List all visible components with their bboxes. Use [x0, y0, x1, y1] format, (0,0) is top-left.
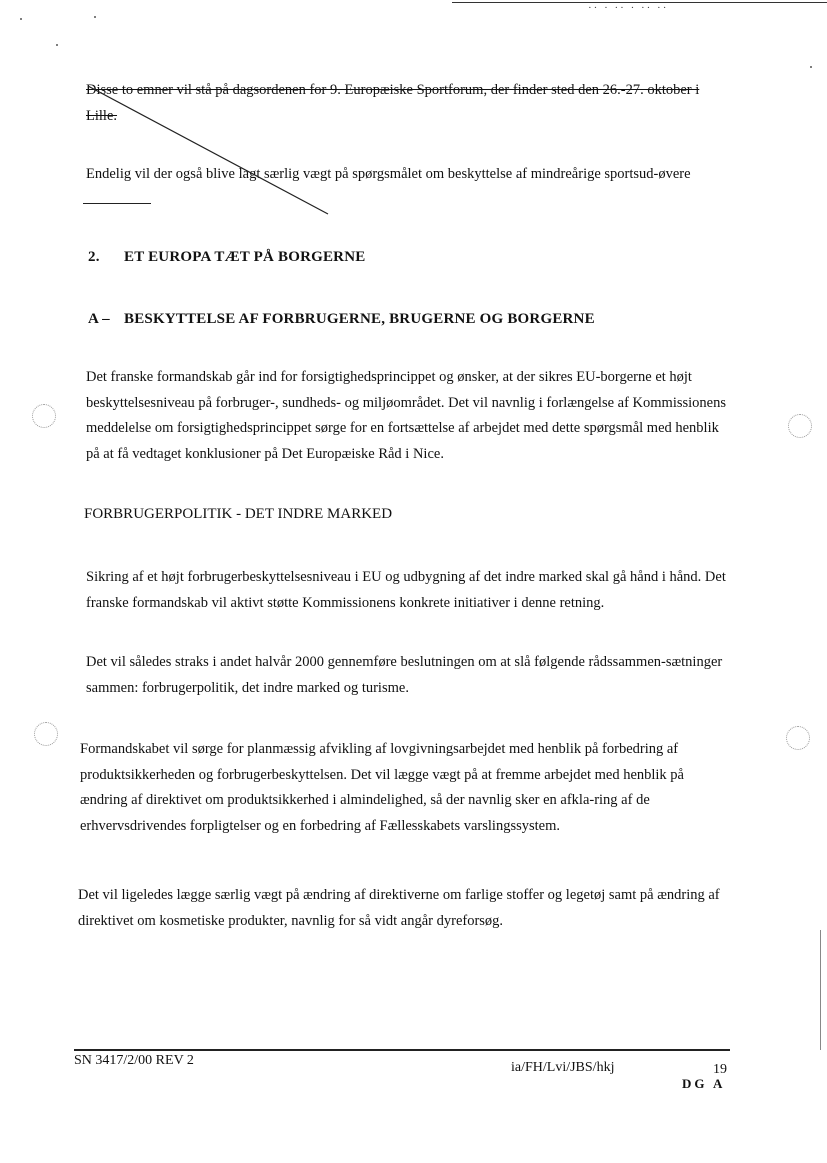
body-paragraph: Formandskabet vil sørge for planmæssig afvikling af lovgivningsarbejdet med henblik på forbedring af produktsikkerheden og forbrugerbeskyttelsen. Det vil lægge vægt på at fremme arbejdet med henblik på ændring af direktivet om produktsikkerhed i almindelighed, så der navnlig sker en afkla-ring af de erhvervsdrivendes forpligtelser og en forbedring af Fællesskabets varslingssystem. — [80, 741, 684, 834]
body-paragraph: Det franske formandskab går ind for forsigtighedsprincippet og ønsker, at der sikres EU-borgerne et højt beskyttelsesniveau på forbruger-, sundheds- og miljøområdet. Det vil navnlig i forlængelse af Kommissionens meddelelse om forsigtighedsprincippet sørge for en fortsættelse af arbejdet med dette spørgsmål med henblik på at få vedtaget konklusioner på Det Europæiske Råd i Nice. — [86, 369, 726, 462]
punch-hole-mark — [34, 722, 58, 746]
punch-hole-mark — [788, 414, 812, 438]
body-paragraph: Det vil således straks i andet halvår 2000 gennemføre beslutningen om at slå følgende rådssammen-sætninger sammen: forbrugerpolitik, det indre marked og turisme. — [86, 654, 723, 696]
deletion-slash-mark — [0, 0, 827, 260]
topic-heading: FORBRUGERPOLITIK - DET INDRE MARKED — [84, 506, 393, 522]
author-initials: ia/FH/Lvi/JBS/hkj — [511, 1060, 615, 1075]
body-paragraph: Sikring af et højt forbrugerbeskyttelsesniveau i EU og udbygning af det indre marked skal gå hånd i hånd. Det franske formandskab vil aktivt støtte Kommissionens konkrete initiativer i denne retning. — [86, 569, 726, 611]
scan-edge-line — [820, 930, 821, 1050]
struck-paragraph: Disse to emner vil stå på dagsordenen for 9. Europæiske Sportforum, der finder sted den 26.-27. oktober i Lille. — [86, 82, 700, 124]
subsection-title: BESKYTTELSE AF FORBRUGERNE, BRUGERNE OG BORGERNE — [124, 311, 595, 327]
page-number: 19 — [713, 1062, 727, 1077]
directorate-stamp: DG A — [682, 1076, 726, 1091]
subsection-label: A – — [88, 311, 110, 327]
intro-paragraph: Endelig vil der også blive lagt særlig vægt på spørgsmålet om beskyttelse af mindreårige sportsud-øvere — [86, 166, 691, 182]
punch-hole-mark — [786, 726, 810, 750]
section-heading — [88, 249, 365, 266]
subsection-heading — [88, 311, 595, 328]
document-reference: SN 3417/2/00 REV 2 — [74, 1053, 194, 1068]
section-title: ET EUROPA TÆT PÅ BORGERNE — [124, 249, 366, 265]
body-paragraph: Det vil ligeledes lægge særlig vægt på ændring af direktiverne om farlige stoffer og legetøj samt på ændring af direktivet om kosmetiske produkter, navnlig for så vidt angår dyreforsøg. — [78, 887, 720, 929]
footer-rule — [74, 1049, 730, 1051]
section-number: 2. — [88, 249, 100, 265]
punch-hole-mark — [32, 404, 56, 428]
header-marks: ·· · ·· · ·· ·· — [588, 2, 669, 14]
